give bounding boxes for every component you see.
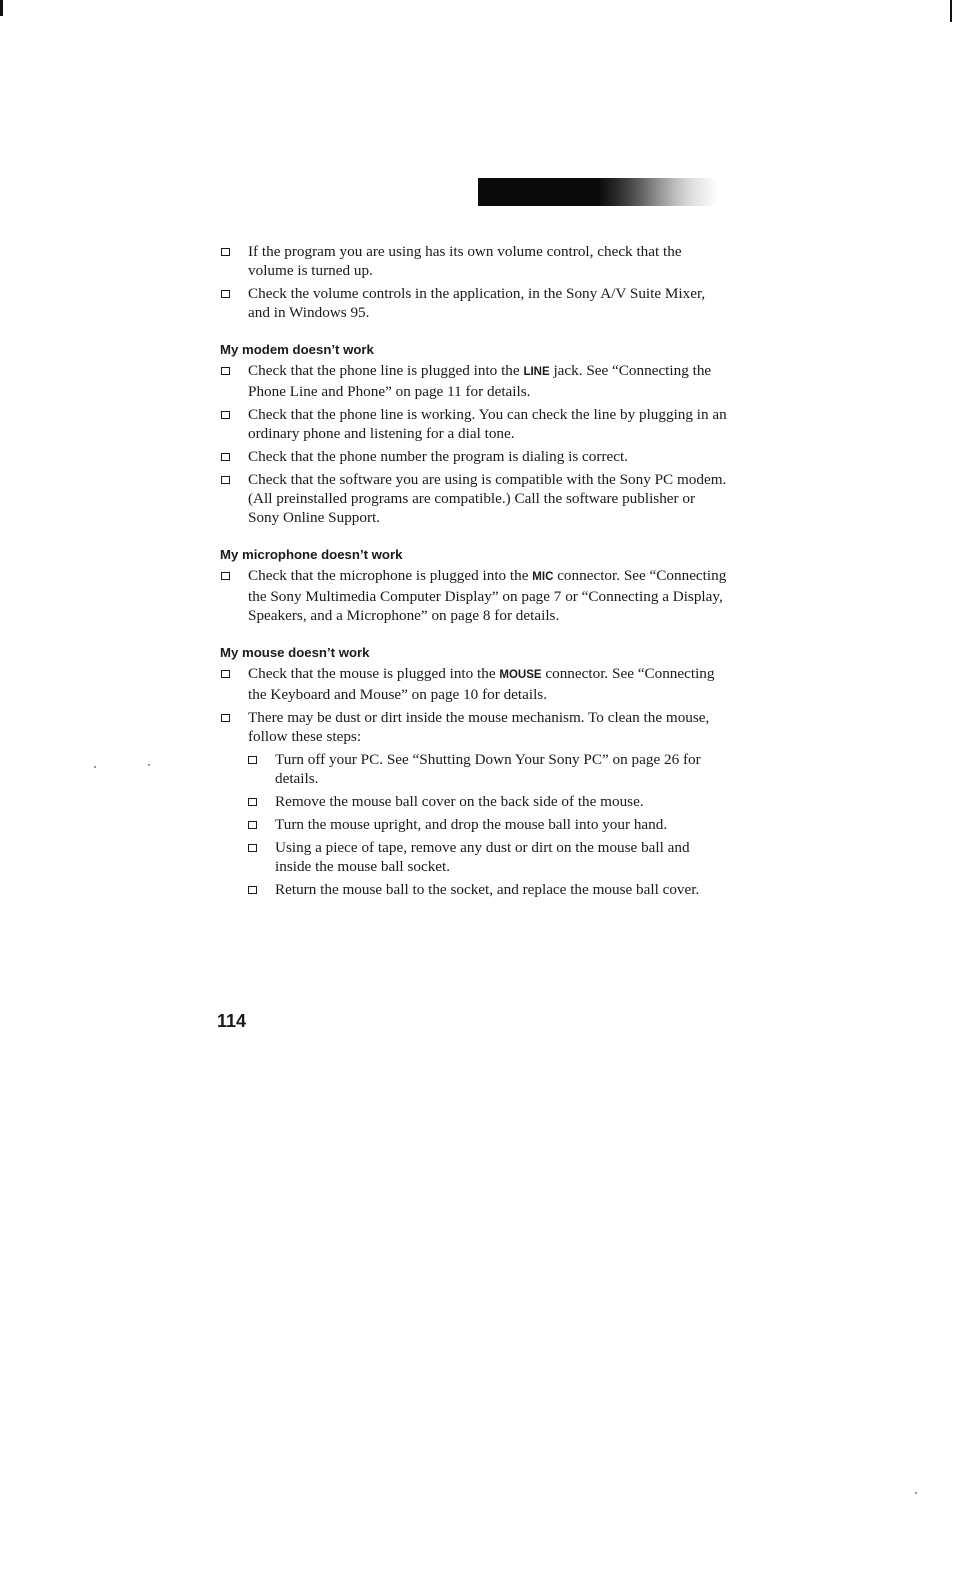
- list-item: [218, 284, 728, 322]
- list-item-text: There may be dust or dirt inside the mouse mechanism. To clean the mouse, follow these steps:: [248, 709, 710, 745]
- list-item-text: Check that the phone number the program is dialing is correct.: [248, 448, 628, 465]
- list-item: [218, 361, 728, 401]
- list-item-text: Remove the mouse ball cover on the back side of the mouse.: [275, 793, 644, 810]
- section-heading-microphone: My microphone doesn’t work: [220, 547, 403, 562]
- sub-list-item: [245, 750, 728, 788]
- scan-speck: [148, 764, 150, 766]
- checkbox-bullet-icon: [221, 572, 230, 580]
- scan-speck: [94, 766, 96, 768]
- list-item-text: Return the mouse ball to the socket, and replace the mouse ball cover.: [275, 881, 700, 898]
- list-item-text: Turn off your PC. See “Shutting Down Your Sony PC” on page 26 for details.: [275, 751, 701, 787]
- checkbox-bullet-icon: [221, 670, 230, 678]
- list-item: [218, 447, 728, 466]
- connector-label-mic: MIC: [532, 571, 554, 583]
- checkbox-bullet-icon: [221, 248, 230, 256]
- list-item-text: Turn the mouse upright, and drop the mouse ball into your hand.: [275, 816, 668, 833]
- checkbox-bullet-icon: [248, 756, 257, 764]
- checkbox-bullet-icon: [221, 367, 230, 375]
- connector-label-mouse: MOUSE: [499, 669, 542, 681]
- list-item: [218, 566, 728, 625]
- checkbox-bullet-icon: [248, 821, 257, 829]
- checkbox-bullet-icon: [221, 290, 230, 298]
- list-item-text: Check that the mouse is plugged into the MOUSE connector. See “Connecting the Keyboard and Mouse” on page 10 for details.: [248, 665, 715, 703]
- scan-edge-mark-left: [0, 0, 3, 16]
- sub-list-item: [245, 838, 728, 876]
- list-item-text: Check that the software you are using is compatible with the Sony PC modem. (All preinstalled programs are compatible.) Call the software publisher or Sony Online Support.: [248, 471, 727, 526]
- checkbox-bullet-icon: [221, 476, 230, 484]
- list-item-text: Check that the phone line is working. You can check the line by plugging in an ordinary phone and listening for a dial tone.: [248, 406, 727, 442]
- list-item-text: Check that the phone line is plugged into the LINE jack. See “Connecting the Phone Line and Phone” on page 11 for details.: [248, 362, 712, 400]
- connector-label-line: LINE: [523, 366, 550, 378]
- page-number: 114: [217, 1011, 247, 1031]
- list-item: [218, 664, 728, 704]
- page-content: [218, 242, 728, 903]
- checkbox-bullet-icon: [248, 844, 257, 852]
- scan-speck: [915, 1492, 917, 1494]
- sub-list-item: [245, 880, 728, 899]
- checkbox-bullet-icon: [221, 714, 230, 722]
- list-item: [218, 242, 728, 280]
- list-item-text: If the program you are using has its own volume control, check that the volume is turned up.: [248, 243, 682, 279]
- checkbox-bullet-icon: [221, 411, 230, 419]
- list-item: [218, 405, 728, 443]
- list-item-text: Check the volume controls in the application, in the Sony A/V Suite Mixer, and in Windows 95.: [248, 285, 706, 321]
- section-header-bar: [478, 178, 718, 206]
- list-item-text: Check that the microphone is plugged into the MIC connector. See “Connecting the Sony Multimedia Computer Display” on page 7 or “Connecting a Display, Speakers, and a Microphone” on page 8 for details.: [248, 567, 727, 624]
- sub-list-item: [245, 792, 728, 811]
- checkbox-bullet-icon: [221, 453, 230, 461]
- section-heading-modem: My modem doesn’t work: [220, 342, 374, 357]
- sub-list-item: [245, 815, 728, 834]
- section-heading-mouse: My mouse doesn’t work: [220, 645, 370, 660]
- list-item-text: Using a piece of tape, remove any dust or dirt on the mouse ball and inside the mouse ball socket.: [275, 839, 690, 875]
- checkbox-bullet-icon: [248, 798, 257, 806]
- list-item: [218, 470, 728, 527]
- list-item: [218, 708, 728, 746]
- checkbox-bullet-icon: [248, 886, 257, 894]
- scan-edge-mark-right: [950, 0, 952, 22]
